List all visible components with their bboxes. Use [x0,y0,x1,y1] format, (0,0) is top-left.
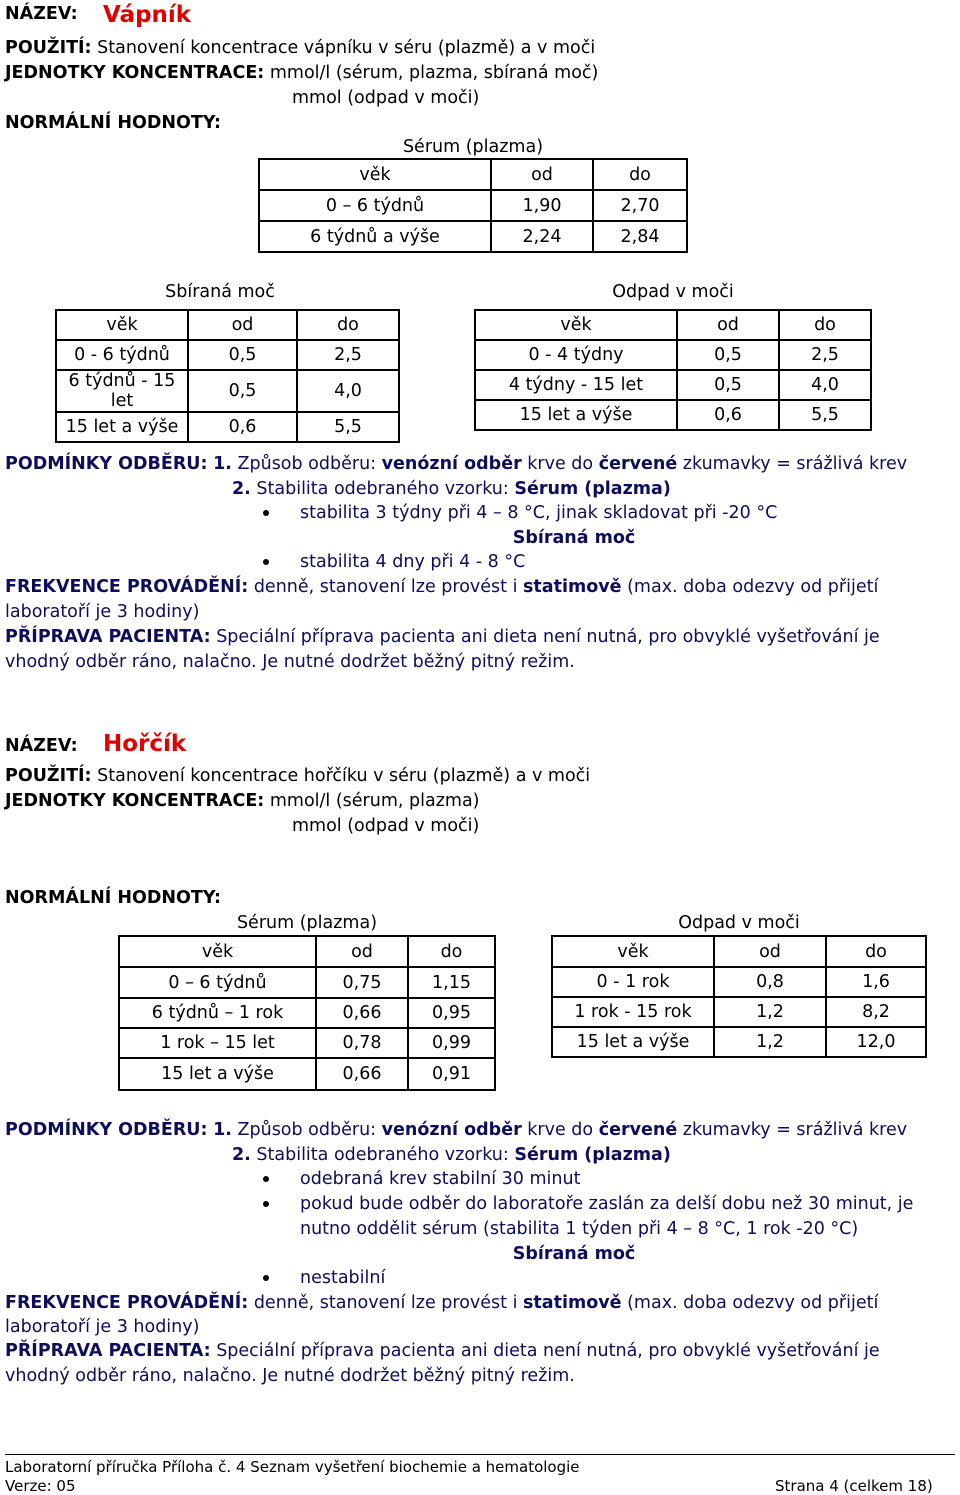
cell-from: 0,5 [188,370,297,412]
col-header-to: do [826,936,926,967]
frequency-line [5,576,878,598]
units-label: JEDNOTKY KONCENTRACE: [5,63,265,83]
cell-age: 0 - 6 týdnů [56,340,188,370]
frequency-line-2: laboratoří je 3 hodiny) [5,602,200,622]
collection-conditions-1 [5,453,907,475]
table-row [475,340,871,370]
tube-color: červené [598,1120,678,1140]
preparation-label: PŘÍPRAVA PACIENTA: [5,1341,211,1361]
cell-to: 0,99 [408,1028,495,1058]
col-header-age: věk [259,159,491,190]
cell-from: 2,24 [491,221,593,252]
cell-from: 0,66 [316,998,408,1028]
cell-to: 5,5 [779,400,871,430]
col-header-to: do [779,310,871,340]
units-text: mmol/l (sérum, plazma, sbíraná moč) [269,63,599,83]
stability-label: Stabilita odebraného vzorku: [256,1145,509,1165]
cell-to: 1,15 [408,967,495,998]
footer-divider [5,1454,955,1455]
cell-to: 2,5 [779,340,871,370]
cell-from: 0,75 [316,967,408,998]
bullet-icon [263,1275,269,1281]
table-row [56,370,399,412]
conditions-label: PODMÍNKY ODBĚRU: [5,1120,208,1140]
cell-age: 6 týdnů a výše [259,221,491,252]
cell-age: 4 týdny - 15 let [475,370,677,400]
cell-to: 2,84 [593,221,687,252]
stability-sample: Sérum (plazma) [514,1145,671,1165]
calcium-waste-table [474,309,872,431]
use-label: POUŽITÍ: [5,766,92,786]
col-header-to: do [297,310,399,340]
method-value: venózní odběr [381,454,522,474]
waste-table-title: Odpad v moči [678,913,800,933]
cell-to: 0,91 [408,1058,495,1090]
cell-to: 5,5 [297,412,399,442]
tube-text: zkumavky = srážlivá krev [682,1120,908,1140]
use-text: Stanovení koncentrace vápníku v séru (plazmě) a v moči [97,38,596,58]
use-line [5,765,590,787]
table-row [119,998,495,1028]
table-row [259,221,687,252]
method-label: Způsob odběru: [237,454,377,474]
frequency-stat: statimově [523,577,622,597]
name-label: NÁZEV: [5,736,78,756]
cell-age: 0 - 4 týdny [475,340,677,370]
test-name-magnesium: Hořčík [103,731,187,757]
col-header-age: věk [475,310,677,340]
preparation-line-2: vhodný odběr ráno, nalačno. Je nutné dodržet běžný pitný režim. [5,652,575,672]
preparation-label: PŘÍPRAVA PACIENTA: [5,627,211,647]
stability-bullet-2: pokud bude odběr do laboratoře zaslán za delší dobu než 30 minut, je [300,1194,914,1214]
col-header-age: věk [552,936,714,967]
frequency-text: denně, stanovení lze provést i [253,577,518,597]
collection-conditions-2 [232,478,671,500]
cell-age: 15 let a výše [119,1058,316,1090]
serum-table-title: Sérum (plazma) [402,137,544,157]
frequency-label: FREKVENCE PROVÁDĚNÍ: [5,577,249,597]
step-number: 2. [232,479,251,499]
cell-from: 0,6 [677,400,779,430]
preparation-line-2: vhodný odběr ráno, nalačno. Je nutné dodržet běžný pitný režim. [5,1366,575,1386]
cell-to: 2,5 [297,340,399,370]
table-row [552,1027,926,1057]
tube-color: červené [598,454,678,474]
col-header-to: do [408,936,495,967]
cell-from: 0,5 [677,370,779,400]
cell-age: 0 – 6 týdnů [119,967,316,998]
col-header-from: od [316,936,408,967]
method-text: krve do [527,454,594,474]
col-header-from: od [714,936,826,967]
step-number: 1. [213,1120,232,1140]
cell-age: 15 let a výše [552,1027,714,1057]
stability-bullet-3: nestabilní [300,1268,386,1288]
frequency-line [5,1292,878,1314]
cell-to: 4,0 [779,370,871,400]
method-text: krve do [527,1120,594,1140]
cell-from: 1,90 [491,190,593,221]
cell-from: 1,2 [714,1027,826,1057]
bullet-icon [263,510,269,516]
preparation-line [5,1340,880,1362]
magnesium-serum-table [118,935,496,1091]
col-header-from: od [677,310,779,340]
use-label: POUŽITÍ: [5,38,92,58]
cell-age: 15 let a výše [475,400,677,430]
table-row [119,1028,495,1058]
footer-version: Verze: 05 [5,1477,76,1495]
subheading-urine: Sbíraná moč [512,1244,636,1264]
stability-label: Stabilita odebraného vzorku: [256,479,509,499]
frequency-text: denně, stanovení lze provést i [253,1293,518,1313]
collection-conditions-1 [5,1119,907,1141]
col-header-to: do [593,159,687,190]
method-value: venózní odběr [381,1120,522,1140]
cell-from: 1,2 [714,997,826,1027]
stability-bullet-2-cont: nutno oddělit sérum (stabilita 1 týden při 4 – 8 °C, 1 rok -20 °C) [300,1219,859,1239]
units-text-2: mmol (odpad v moči) [292,816,480,836]
cell-age: 6 týdnů – 1 rok [119,998,316,1028]
conditions-label: PODMÍNKY ODBĚRU: [5,454,208,474]
table-row [119,967,495,998]
table-row [56,412,399,442]
cell-from: 0,6 [188,412,297,442]
cell-age: 1 rok - 15 rok [552,997,714,1027]
magnesium-waste-table [551,935,927,1058]
preparation-text: Speciální příprava pacienta ani dieta není nutná, pro obvyklé vyšetřování je [216,1341,880,1361]
col-header-from: od [491,159,593,190]
cell-to: 0,95 [408,998,495,1028]
bullet-icon [263,1201,269,1207]
table-row [475,370,871,400]
col-header-from: od [188,310,297,340]
footer-title: Laboratorní příručka Příloha č. 4 Seznam vyšetření biochemie a hematologie [5,1458,580,1476]
frequency-stat: statimově [523,1293,622,1313]
units-line [5,62,598,84]
table-row [56,340,399,370]
table-row [119,1058,495,1090]
cell-to: 8,2 [826,997,926,1027]
cell-from: 0,8 [714,967,826,997]
stability-bullet-1: odebraná krev stabilní 30 minut [300,1169,581,1189]
col-header-age: věk [119,936,316,967]
frequency-note: (max. doba odezvy od přijetí [627,1293,879,1313]
frequency-note: (max. doba odezvy od přijetí [627,577,879,597]
method-label: Způsob odběru: [237,1120,377,1140]
serum-table-title: Sérum (plazma) [236,913,378,933]
preparation-text: Speciální příprava pacienta ani dieta není nutná, pro obvyklé vyšetřování je [216,627,880,647]
name-label: NÁZEV: [5,4,78,24]
stability-sample: Sérum (plazma) [514,479,671,499]
units-label: JEDNOTKY KONCENTRACE: [5,791,265,811]
cell-from: 0,5 [677,340,779,370]
table-row [259,190,687,221]
cell-age: 6 týdnů - 15 let [56,370,188,412]
cell-from: 0,78 [316,1028,408,1058]
tube-text: zkumavky = srážlivá krev [682,454,908,474]
step-number: 2. [232,1145,251,1165]
subheading-urine: Sbíraná moč [512,528,636,548]
units-text: mmol/l (sérum, plazma) [269,791,480,811]
use-text: Stanovení koncentrace hořčíku v séru (plazmě) a v moči [97,766,591,786]
table-row [475,400,871,430]
units-text-2: mmol (odpad v moči) [292,88,480,108]
calcium-serum-table [258,158,688,253]
table-row [552,967,926,997]
col-header-age: věk [56,310,188,340]
units-line [5,790,480,812]
cell-age: 1 rok – 15 let [119,1028,316,1058]
collection-conditions-2 [232,1144,671,1166]
use-line [5,37,595,59]
cell-to: 12,0 [826,1027,926,1057]
frequency-line-2: laboratoří je 3 hodiny) [5,1317,200,1337]
normal-values-label: NORMÁLNÍ HODNOTY: [5,888,222,908]
preparation-line [5,626,880,648]
waste-table-title: Odpad v moči [612,282,734,302]
cell-age: 15 let a výše [56,412,188,442]
table-row [552,997,926,1027]
frequency-label: FREKVENCE PROVÁDĚNÍ: [5,1293,249,1313]
cell-to: 1,6 [826,967,926,997]
bullet-icon [263,1176,269,1182]
cell-age: 0 - 1 rok [552,967,714,997]
normal-values-label: NORMÁLNÍ HODNOTY: [5,113,222,133]
footer-page: Strana 4 (celkem 18) [775,1477,933,1495]
cell-age: 0 – 6 týdnů [259,190,491,221]
cell-to: 4,0 [297,370,399,412]
test-name-calcium: Vápník [103,2,192,28]
step-number: 1. [213,454,232,474]
cell-from: 0,66 [316,1058,408,1090]
cell-from: 0,5 [188,340,297,370]
calcium-urine-table [55,309,400,443]
cell-to: 2,70 [593,190,687,221]
stability-bullet-1: stabilita 3 týdny při 4 – 8 °C, jinak skladovat při -20 °C [300,503,778,523]
urine-table-title: Sbíraná moč [165,282,275,302]
bullet-icon [263,559,269,565]
stability-bullet-2: stabilita 4 dny při 4 - 8 °C [300,552,526,572]
